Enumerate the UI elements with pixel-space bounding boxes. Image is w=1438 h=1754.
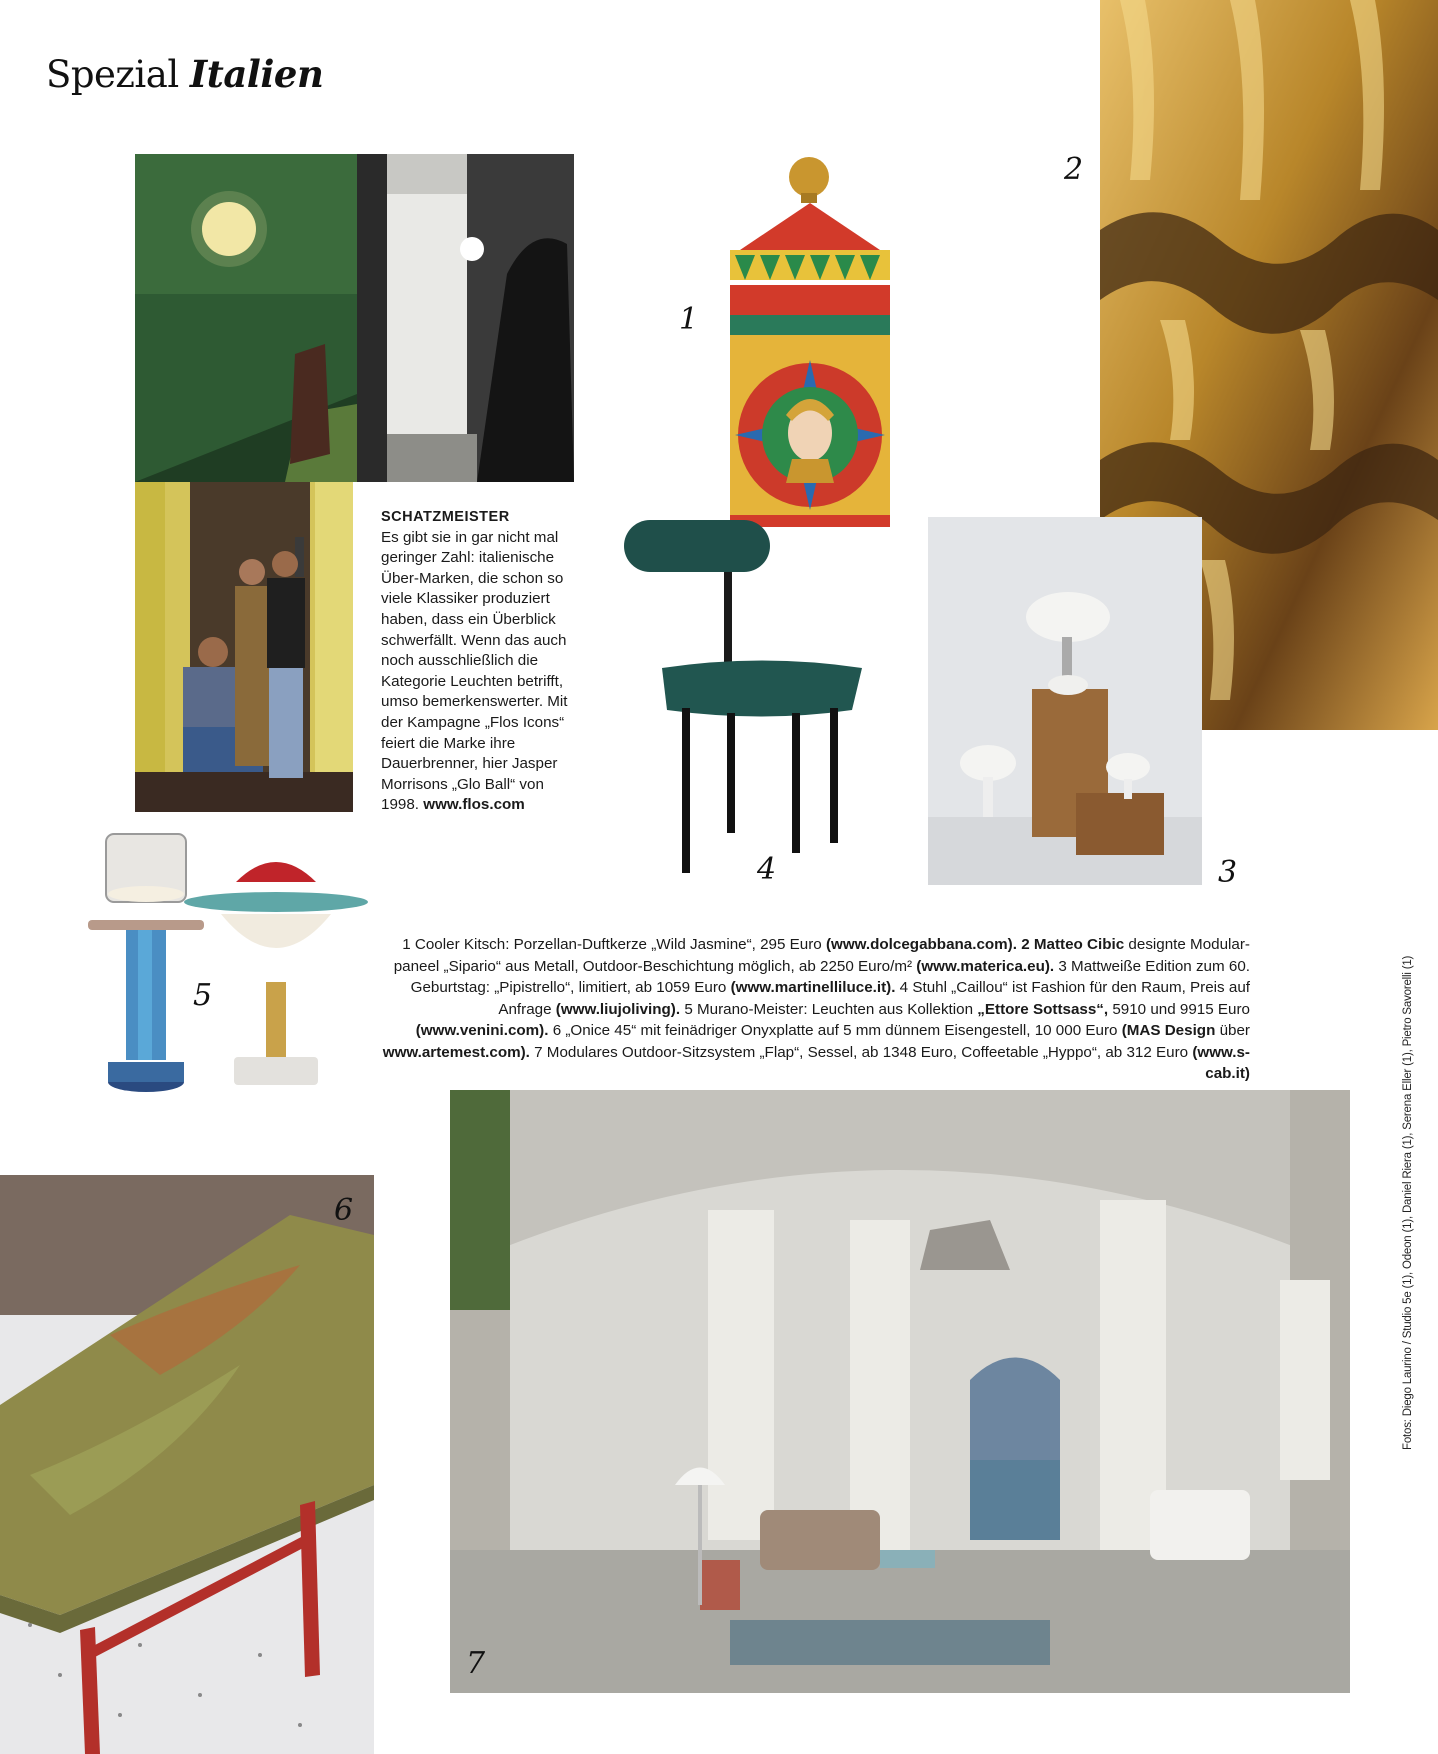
item-number-6: 6 [334,1193,354,1228]
caption-2-url[interactable]: (www.materica.eu). [916,957,1055,975]
caption-5: 5 Murano-Meister: Leuchten aus Kollektion [684,1000,974,1018]
caption-1: 1 Cooler Kitsch: Porzellan-Duftkerze „Wild Jasmine“, 295 Euro [402,936,822,953]
photo-figure-doorway [357,154,574,482]
caption-1-url[interactable]: (www.dolcegabbana.com). [825,936,1017,953]
photo-glo-ball-green [135,154,357,482]
item-number-7: 7 [466,1646,486,1681]
caption-5-price: 5910 und 9915 Euro [1112,1000,1250,1018]
caption-2-name: Matteo Cibic [1033,936,1125,953]
item-number-4: 4 [757,852,777,887]
story-body: Es gibt sie in gar nicht mal geringer Zahl: italienische Über-Marken, die schon so viele Klassiker produziert haben, dass ein Überblick schwerfällt. Wenn das auch noch ausschließlich die Kategorie Leuchten betrifft, umso bemerkenswerter. Mit der Kampagne „Flos Icons“ feiert die Marke ihre Dauerbrenner, hier Jasper Morrisons „Glo Ball“ von 1998. [381,528,568,814]
title-plain: Spezial [46,53,179,96]
photo-pipistrello-lamps [928,517,1202,885]
photo-venini-lamps [86,832,376,1097]
caption-2: designte Modular-paneel „Sipario“ aus Metall, Outdoor-Beschichtung möglich, ab 2250 Euro/m² [393,936,1250,975]
caption-3: 3 Mattweiße Edition zum 60. Geburtstag: „Pipistrello“, limitiert, ab 1059 Euro [410,957,1250,996]
caption-5-name: „Ettore Sottsass“, [977,1000,1109,1018]
story-url[interactable]: www.flos.com [423,796,525,814]
caption-6-url[interactable]: www.artemest.com). [382,1043,530,1061]
story-heading: SCHATZMEISTER [381,509,510,525]
photo-flos-team [135,482,353,812]
caption-2-num: 2 [1021,936,1030,953]
caption-7: 7 Modulares Outdoor-Sitzsystem „Flap“, Sessel, ab 1348 Euro, Coffeetable „Hyppo“, ab 312 Euro [534,1043,1189,1061]
caption-7-url[interactable]: (www.s-cab.it) [1192,1043,1250,1082]
photo-candle-jar [700,155,920,535]
title-italic: Italien [189,52,324,96]
photo-onice-table [0,1175,374,1754]
caption-4-url[interactable]: (www.liujoliving). [555,1000,681,1018]
photo-flap-outdoor-system [450,1090,1350,1693]
photo-caillou-chair [622,518,897,883]
photo-credits: Fotos: Diego Laurino / Studio 5e (1), Odeon (1), Daniel Riera (1), Serena Eller (1), Pietro Savorelli (1) [1402,955,1414,1450]
caption-6: 6 „Onice 45“ mit feinädriger Onyxplatte auf 5 mm dünnem Eisengestell, 10 000 Euro [552,1022,1118,1039]
item-number-1: 1 [679,302,699,337]
caption-3-url[interactable]: (www.martinelliluce.it). [730,979,896,996]
item-number-2: 2 [1064,152,1084,187]
captions-block [372,934,1250,1085]
story-schatzmeister [381,507,586,816]
page-title [46,52,323,96]
item-number-3: 3 [1218,855,1238,890]
caption-4: 4 Stuhl „Caillou“ ist Fashion für den Raum, Preis auf Anfrage [498,979,1250,1018]
caption-6-via: über [1219,1022,1250,1039]
item-number-5: 5 [193,978,213,1013]
caption-6-name: (MAS Design [1121,1022,1216,1039]
caption-5-url[interactable]: (www.venini.com). [415,1022,549,1039]
